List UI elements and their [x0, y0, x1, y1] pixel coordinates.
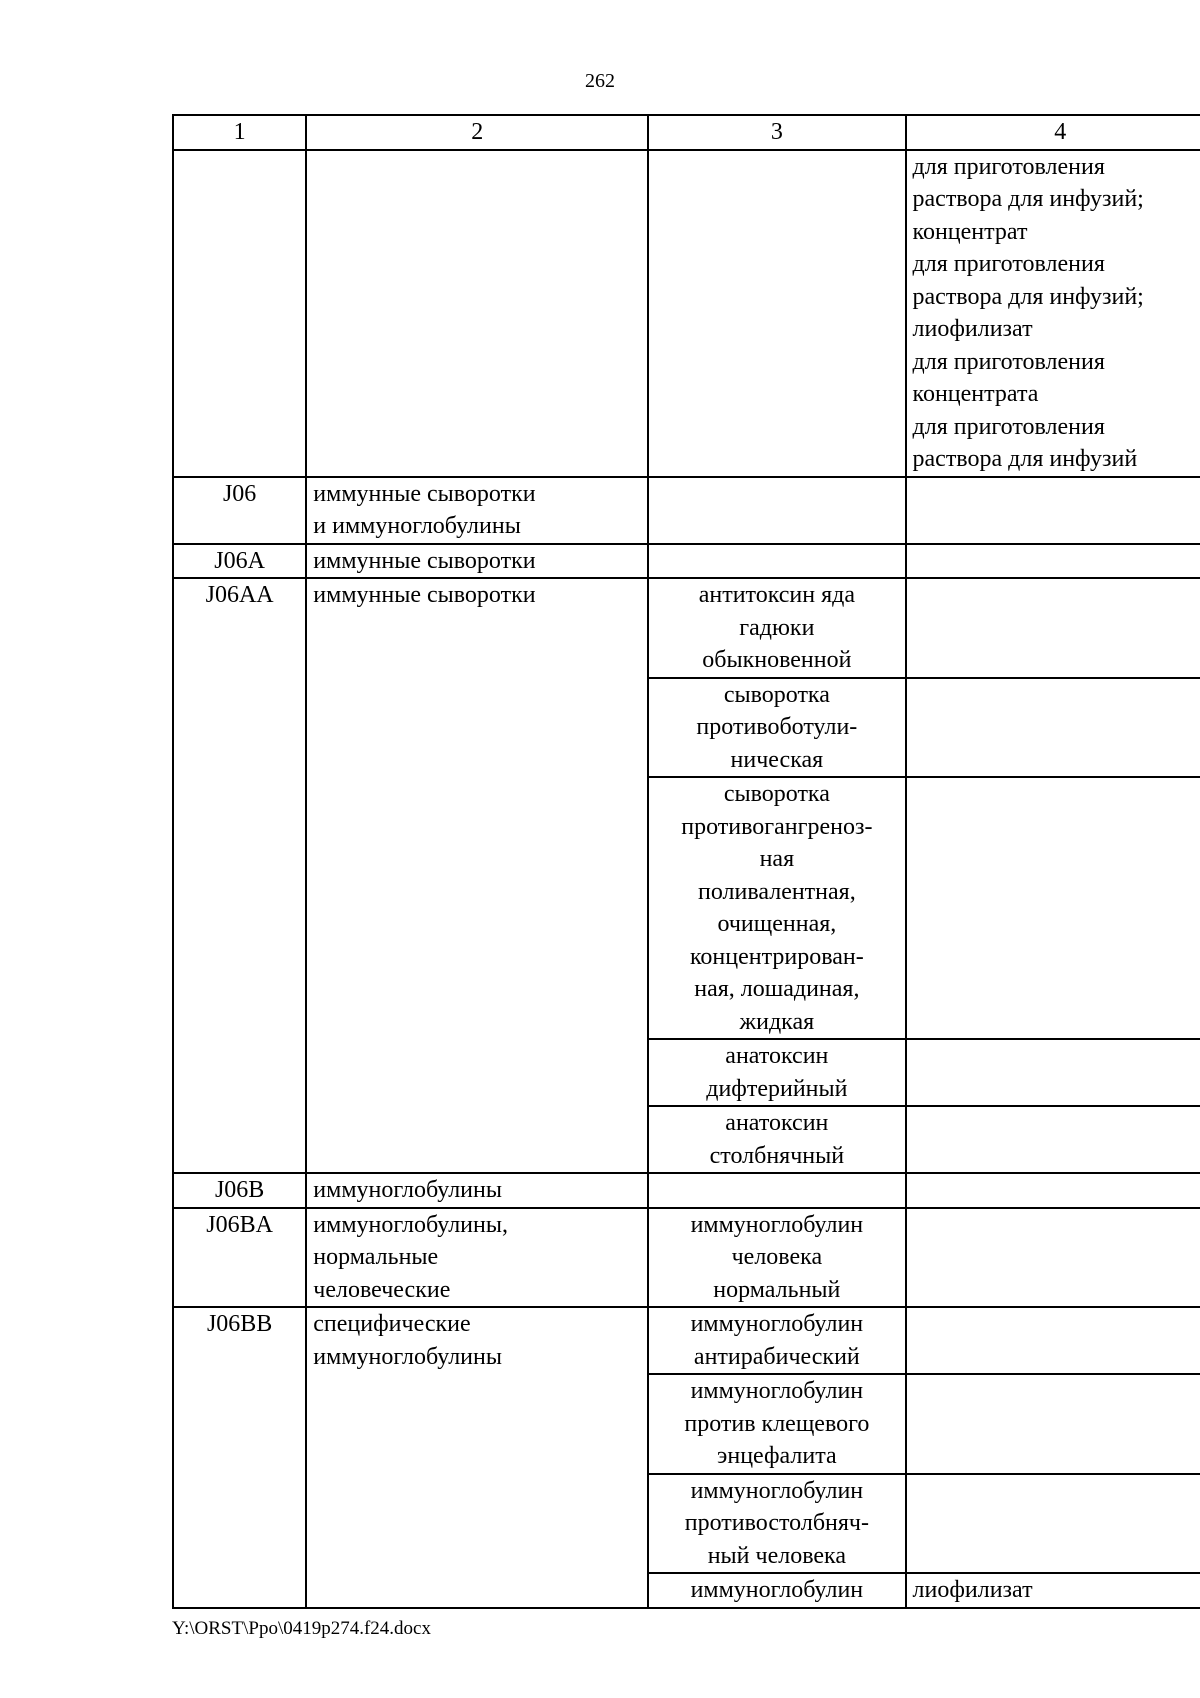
drug-name-cell: иммуноглобулин [648, 1573, 905, 1608]
group-name-cell: специфические иммуноглобулины [306, 1307, 648, 1608]
dosage-form-cell [906, 1374, 1200, 1474]
dosage-form-cell: лиофилизат [906, 1573, 1200, 1608]
drug-name-cell: антитоксин яда гадюки обыкновенной [648, 578, 905, 678]
group-name-cell: иммунные сыворотки [306, 578, 648, 1173]
group-name-cell: иммуноглобулины, нормальные человеческие [306, 1208, 648, 1308]
dosage-form-cell [906, 777, 1200, 1039]
atc-code-cell: J06 [173, 477, 306, 544]
dosage-form-cell [906, 578, 1200, 678]
drug-name-cell: иммуноглобулин человека нормальный [648, 1208, 905, 1308]
drug-name-cell [648, 1173, 905, 1208]
drug-name-cell [648, 150, 905, 477]
drug-name-cell: иммуноглобулин антирабический [648, 1307, 905, 1374]
drug-name-cell: анатоксин столбнячный [648, 1106, 905, 1173]
atc-code-cell: J06A [173, 544, 306, 579]
dosage-form-cell [906, 1173, 1200, 1208]
drug-name-cell: иммуноглобулин противостолбняч- ный человека [648, 1474, 905, 1574]
atc-code-cell: J06BB [173, 1307, 306, 1608]
column-header: 2 [306, 115, 648, 150]
table-row [173, 578, 1200, 678]
drug-classification-table [172, 114, 1200, 1609]
dosage-form-cell [906, 544, 1200, 579]
dosage-form-cell [906, 1039, 1200, 1106]
dosage-form-cell [906, 1307, 1200, 1374]
drug-name-cell: анатоксин дифтерийный [648, 1039, 905, 1106]
atc-code-cell [173, 150, 306, 477]
drug-name-cell: сыворотка противоботули- ническая [648, 678, 905, 778]
group-name-cell [306, 150, 648, 477]
atc-code-cell: J06B [173, 1173, 306, 1208]
atc-code-cell: J06BA [173, 1208, 306, 1308]
group-name-cell: иммуноглобулины [306, 1173, 648, 1208]
column-header: 4 [906, 115, 1200, 150]
table-row [173, 477, 1200, 544]
table-row [173, 1173, 1200, 1208]
column-header: 3 [648, 115, 905, 150]
dosage-form-cell [906, 1474, 1200, 1574]
table-header-row [173, 115, 1200, 150]
atc-code-cell: J06AA [173, 578, 306, 1173]
group-name-cell: иммунные сыворотки [306, 544, 648, 579]
table-row [173, 1307, 1200, 1374]
drug-name-cell: иммуноглобулин против клещевого энцефалита [648, 1374, 905, 1474]
page-number: 262 [585, 70, 615, 92]
table-row [173, 544, 1200, 579]
dosage-form-cell [906, 678, 1200, 778]
table-row [173, 150, 1200, 477]
dosage-form-cell [906, 477, 1200, 544]
drug-name-cell [648, 544, 905, 579]
dosage-form-cell [906, 1208, 1200, 1308]
column-header: 1 [173, 115, 306, 150]
dosage-form-cell: для приготовления раствора для инфузий; концентрат для приготовления раствора для инфузий; лиофилизат для приготовления концентрата для приготовления раствора для инфузий [906, 150, 1200, 477]
group-name-cell: иммунные сыворотки и иммуноглобулины [306, 477, 648, 544]
drug-name-cell [648, 477, 905, 544]
dosage-form-cell [906, 1106, 1200, 1173]
drug-name-cell: сыворотка противогангреноз- ная поливалентная, очищенная, концентрирован- ная, лошадиная, жидкая [648, 777, 905, 1039]
file-path-footer: Y:\ORST\Ppo\0419p274.f24.docx [172, 1618, 431, 1639]
table-row [173, 1208, 1200, 1308]
